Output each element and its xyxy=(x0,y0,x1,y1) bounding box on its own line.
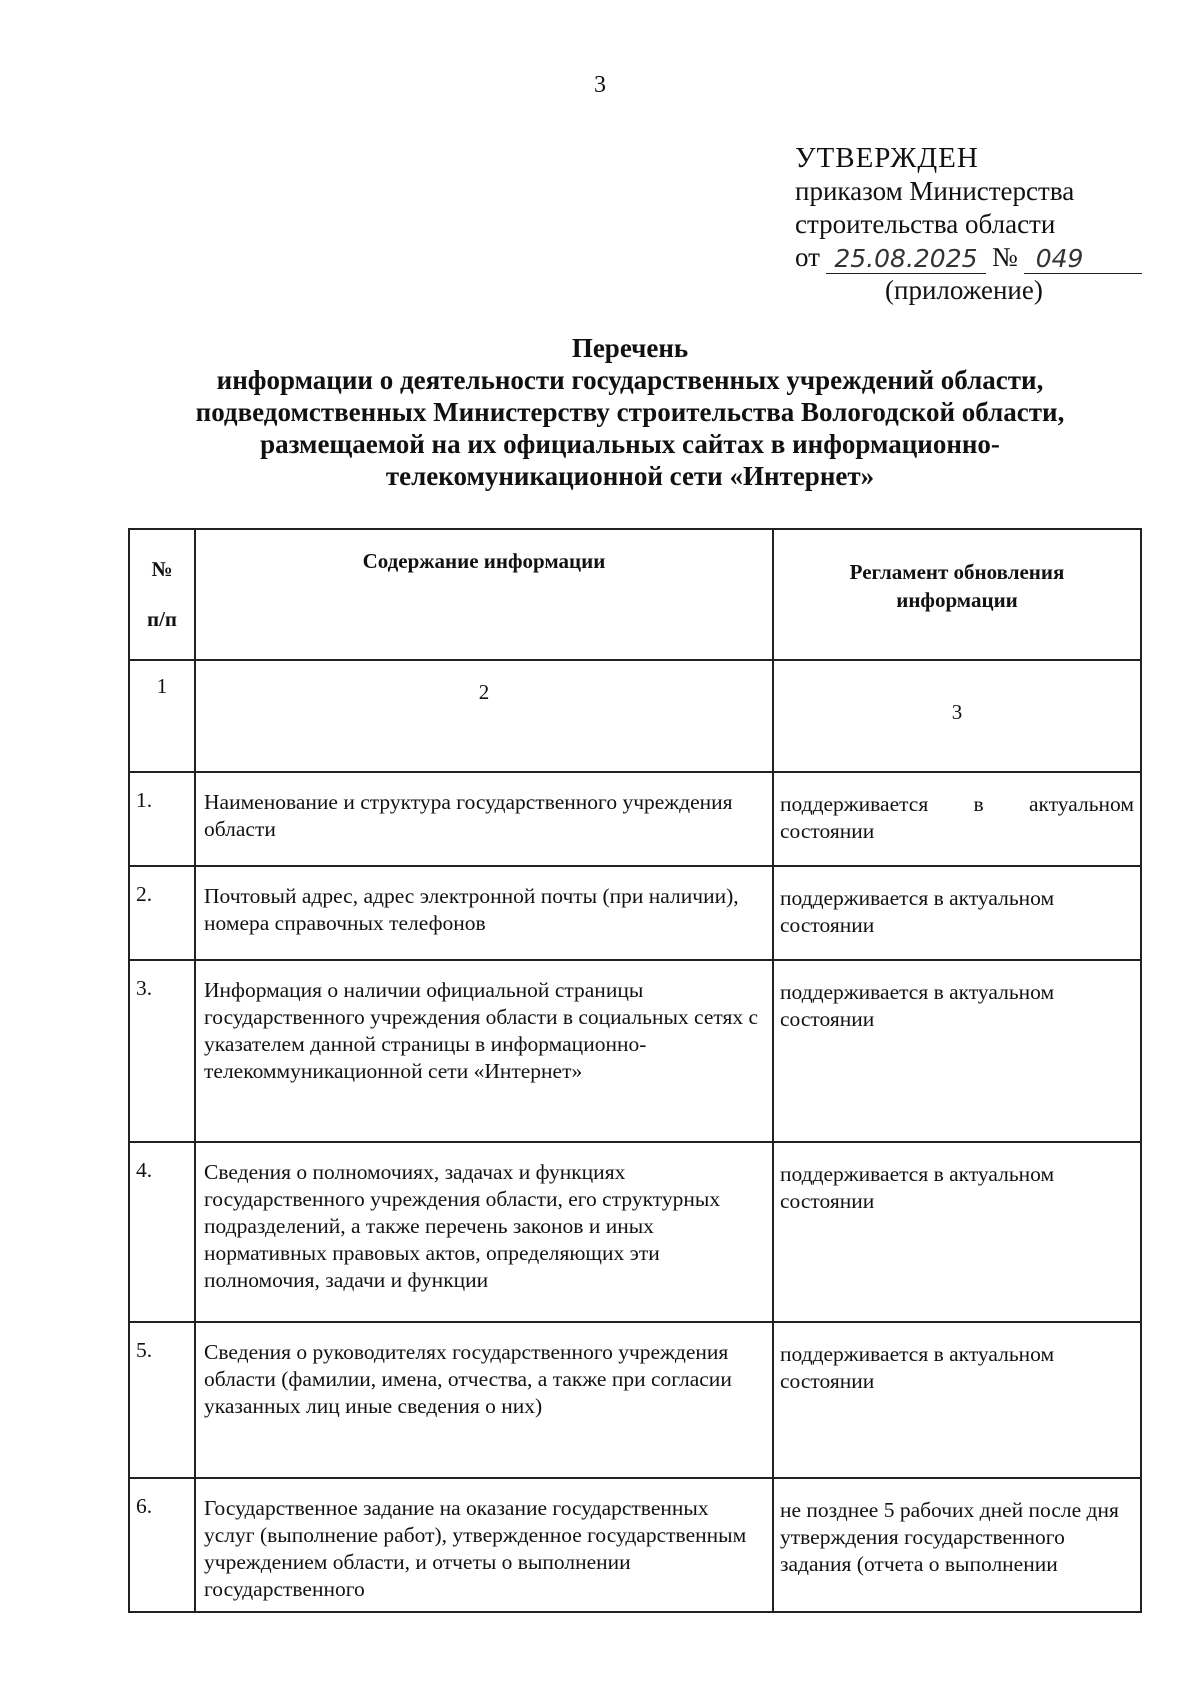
approval-date-number-line xyxy=(795,241,1142,274)
row-regulation: поддерживается в актуальном состоянии xyxy=(773,1142,1141,1322)
title-line-3: подведомственных Министерству строительства Вологодской области, xyxy=(195,397,1065,427)
row-content: Сведения о полномочиях, задачах и функциях государственного учреждения области, его структурных подразделений, а также перечень законов и иных нормативных правовых актов, определяющих эти полномочия, задачи и функции xyxy=(195,1142,773,1322)
handwritten-date: 25.08.2025 xyxy=(826,245,986,274)
approval-block xyxy=(795,142,1142,307)
row-content: Государственное задание на оказание государственных услуг (выполнение работ), утвержденное государственным учреждением области, и отчеты о выполнении государственного xyxy=(195,1478,773,1612)
table-header-row xyxy=(129,529,1141,660)
row-number: 2. xyxy=(129,866,195,960)
page-number: 3 xyxy=(594,72,606,98)
column-index-row xyxy=(129,660,1141,772)
row-content: Информация о наличии официальной страницы государственного учреждения области в социальных сетях с указателем данной страницы в информационно-телекоммуникационной сети «Интернет» xyxy=(195,960,773,1142)
header-number xyxy=(129,529,195,660)
row-number: 6. xyxy=(129,1478,195,1612)
row-content: Сведения о руководителях государственного учреждения области (фамилии, имена, отчества, а также при согласии указанных лиц иные сведения о них) xyxy=(195,1322,773,1478)
table-row xyxy=(129,960,1141,1142)
title-line-1: Перечень xyxy=(571,333,689,363)
date-prefix: от xyxy=(795,242,820,272)
row-number: 1. xyxy=(129,772,195,866)
row-number: 3. xyxy=(129,960,195,1142)
handwritten-number: 049 xyxy=(1024,245,1142,274)
table-row xyxy=(129,1322,1141,1478)
title-line-4: размещаемой на их официальных сайтах в информационно- xyxy=(260,429,1000,459)
title-line-5: телекомуникационной сети «Интернет» xyxy=(385,461,875,491)
header-number-sign: № xyxy=(151,557,173,581)
approval-heading: УТВЕРЖДЕН xyxy=(795,142,979,174)
document-title xyxy=(150,332,1110,492)
row-regulation: не позднее 5 рабочих дней после дня утверждения государственного задания (отчета о выполнении xyxy=(773,1478,1141,1612)
header-regulation-line-1: Регламент обновления xyxy=(849,560,1065,584)
row-regulation: поддерживается в актуальном состоянии xyxy=(773,866,1141,960)
number-sign: № xyxy=(991,242,1018,272)
table-row xyxy=(129,1142,1141,1322)
column-index-2: 2 xyxy=(195,660,773,772)
row-content: Наименование и структура государственного учреждения области xyxy=(195,772,773,866)
table-row xyxy=(129,866,1141,960)
table-row xyxy=(129,1478,1141,1612)
row-regulation: поддерживается в актуальном состоянии xyxy=(773,960,1141,1142)
annex-note: (приложение) xyxy=(885,275,1043,305)
header-content: Содержание информации xyxy=(195,529,773,660)
header-number-abbr: п/п xyxy=(146,607,178,631)
column-index-3: 3 xyxy=(773,660,1141,772)
row-content: Почтовый адрес, адрес электронной почты (при наличии), номера справочных телефонов xyxy=(195,866,773,960)
row-regulation: поддерживается в актуальном состоянии xyxy=(773,772,1141,866)
header-regulation xyxy=(773,529,1141,660)
information-table xyxy=(128,528,1142,1613)
row-number: 5. xyxy=(129,1322,195,1478)
header-regulation-line-2: информации xyxy=(896,588,1018,612)
title-line-2: информации о деятельности государственных учреждений области, xyxy=(216,365,1044,395)
column-index-1: 1 xyxy=(129,660,195,772)
row-number: 4. xyxy=(129,1142,195,1322)
approval-ministry-line: строительства области xyxy=(795,209,1056,239)
table-row xyxy=(129,772,1141,866)
approval-order-line: приказом Министерства xyxy=(795,176,1075,206)
row-regulation: поддерживается в актуальном состоянии xyxy=(773,1322,1141,1478)
